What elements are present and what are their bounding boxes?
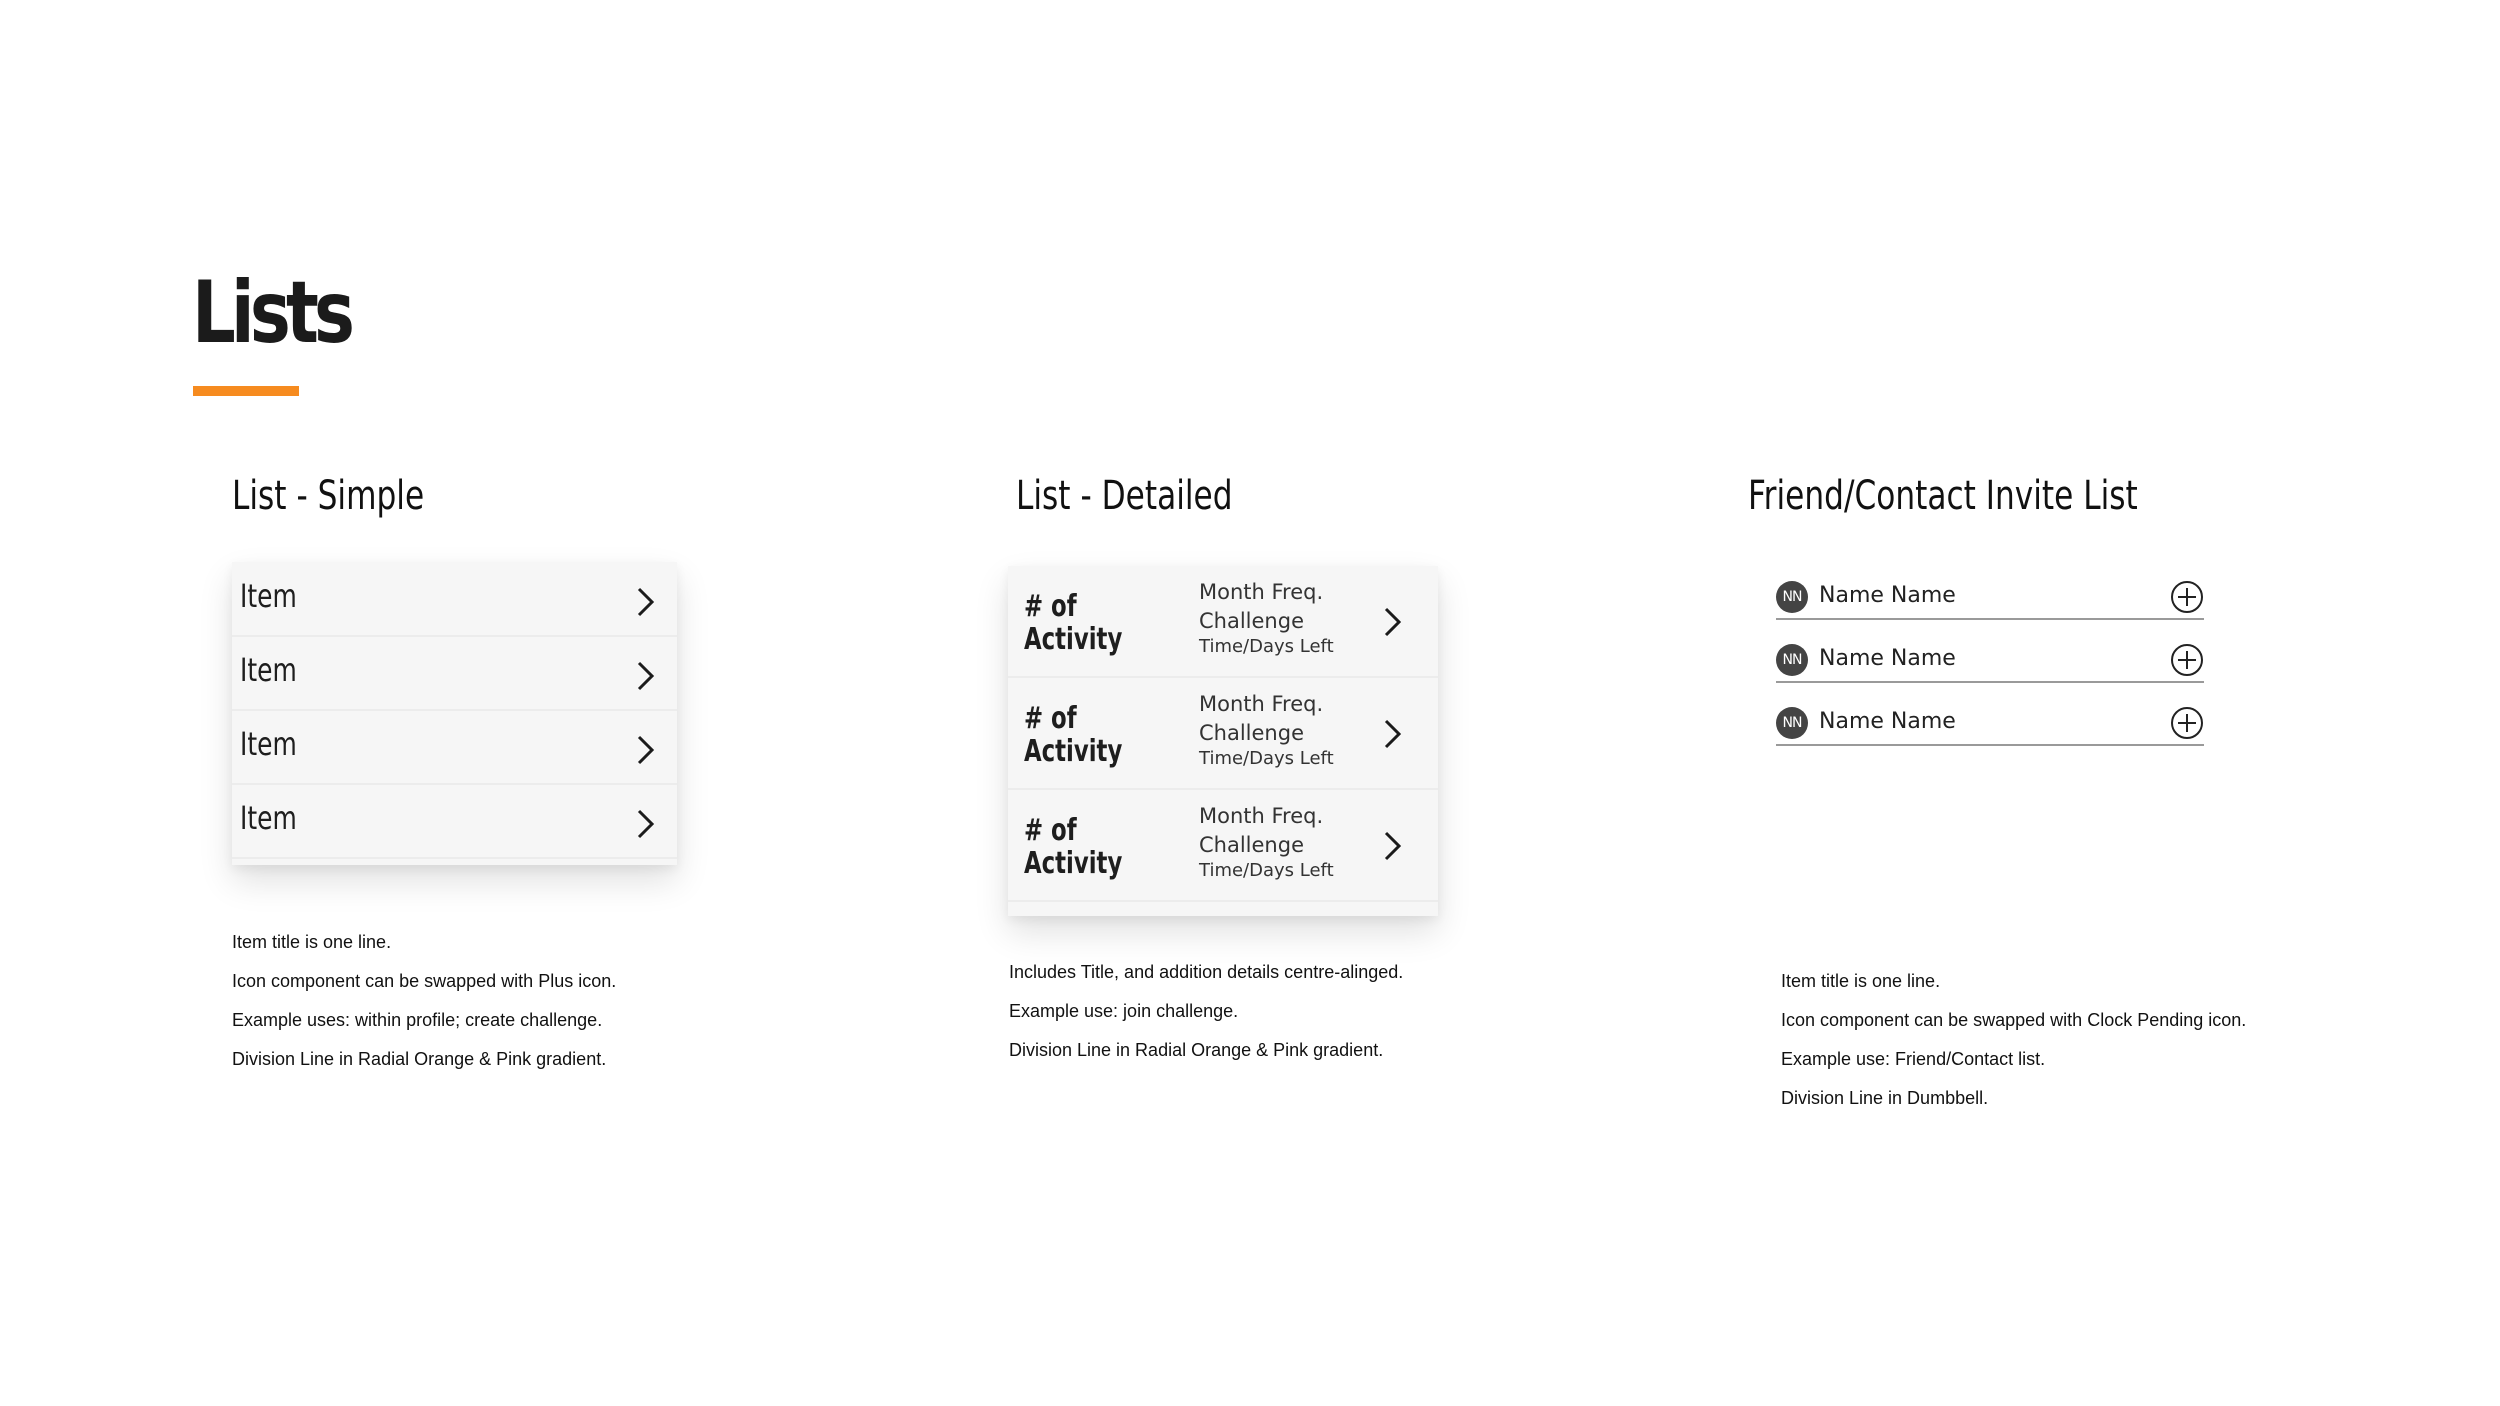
invite-section-title: Friend/Contact Invite List xyxy=(1748,473,2138,519)
chevron-right-icon xyxy=(636,734,656,766)
simple-list-item[interactable] xyxy=(232,784,677,859)
chevron-right-icon xyxy=(1383,606,1403,638)
challenge-title: Month Freq. Challenge xyxy=(1199,692,1324,745)
note-line: Division Line in Radial Orange & Pink gradient. xyxy=(1009,1040,1384,1060)
title-underline xyxy=(193,386,299,396)
note-line: Icon component can be swapped with Clock Pending icon. xyxy=(1781,1010,2247,1030)
detailed-list-item[interactable] xyxy=(1008,790,1438,902)
invite-list-item xyxy=(1776,704,2204,746)
simple-section-title: List - Simple xyxy=(232,473,425,519)
note-line: Item title is one line. xyxy=(232,932,392,952)
detailed-notes xyxy=(1009,953,1403,1070)
note-line: Division Line in Dumbbell. xyxy=(1781,1088,1989,1108)
simple-list-item[interactable] xyxy=(232,710,677,785)
activity-count-label: # of Activity xyxy=(1024,813,1123,881)
detailed-list xyxy=(1008,566,1438,916)
time-left-label: Time/Days Left xyxy=(1199,860,1334,881)
avatar: NN xyxy=(1776,644,1808,676)
contact-name: Name Name xyxy=(1819,646,1956,671)
plus-circle-icon[interactable] xyxy=(2170,643,2204,677)
challenge-title: Month Freq. Challenge xyxy=(1199,580,1324,633)
activity-count-label: # of Activity xyxy=(1024,701,1123,769)
note-line: Example use: Friend/Contact list. xyxy=(1781,1049,2046,1069)
invite-notes xyxy=(1781,962,2246,1118)
simple-item-label: Item xyxy=(240,799,297,837)
detailed-section-title: List - Detailed xyxy=(1016,473,1233,519)
simple-item-label: Item xyxy=(240,577,297,615)
note-line: Division Line in Radial Orange & Pink gradient. xyxy=(232,1049,607,1069)
chevron-right-icon xyxy=(1383,830,1403,862)
note-line: Includes Title, and addition details centre-alinged. xyxy=(1009,962,1404,982)
simple-item-label: Item xyxy=(240,651,297,689)
simple-list-item[interactable] xyxy=(232,636,677,711)
contact-name: Name Name xyxy=(1819,583,1956,608)
simple-list-item[interactable] xyxy=(232,562,677,637)
chevron-right-icon xyxy=(636,586,656,618)
note-line: Item title is one line. xyxy=(1781,971,1941,991)
avatar: NN xyxy=(1776,581,1808,613)
time-left-label: Time/Days Left xyxy=(1199,748,1334,769)
note-line: Icon component can be swapped with Plus icon. xyxy=(232,971,617,991)
chevron-right-icon xyxy=(636,660,656,692)
contact-name: Name Name xyxy=(1819,709,1956,734)
avatar: NN xyxy=(1776,707,1808,739)
time-left-label: Time/Days Left xyxy=(1199,636,1334,657)
plus-circle-icon[interactable] xyxy=(2170,580,2204,614)
note-line: Example uses: within profile; create challenge. xyxy=(232,1010,603,1030)
chevron-right-icon xyxy=(636,808,656,840)
invite-list-item xyxy=(1776,641,2204,683)
simple-item-label: Item xyxy=(240,725,297,763)
invite-list-item xyxy=(1776,578,2204,620)
challenge-title: Month Freq. Challenge xyxy=(1199,804,1324,857)
detailed-list-item[interactable] xyxy=(1008,678,1438,790)
detailed-list-item[interactable] xyxy=(1008,566,1438,678)
note-line: Example use: join challenge. xyxy=(1009,1001,1239,1021)
plus-circle-icon[interactable] xyxy=(2170,706,2204,740)
simple-notes xyxy=(232,923,616,1079)
activity-count-label: # of Activity xyxy=(1024,589,1123,657)
chevron-right-icon xyxy=(1383,718,1403,750)
page-title: Lists xyxy=(192,263,351,363)
simple-list xyxy=(232,562,677,865)
